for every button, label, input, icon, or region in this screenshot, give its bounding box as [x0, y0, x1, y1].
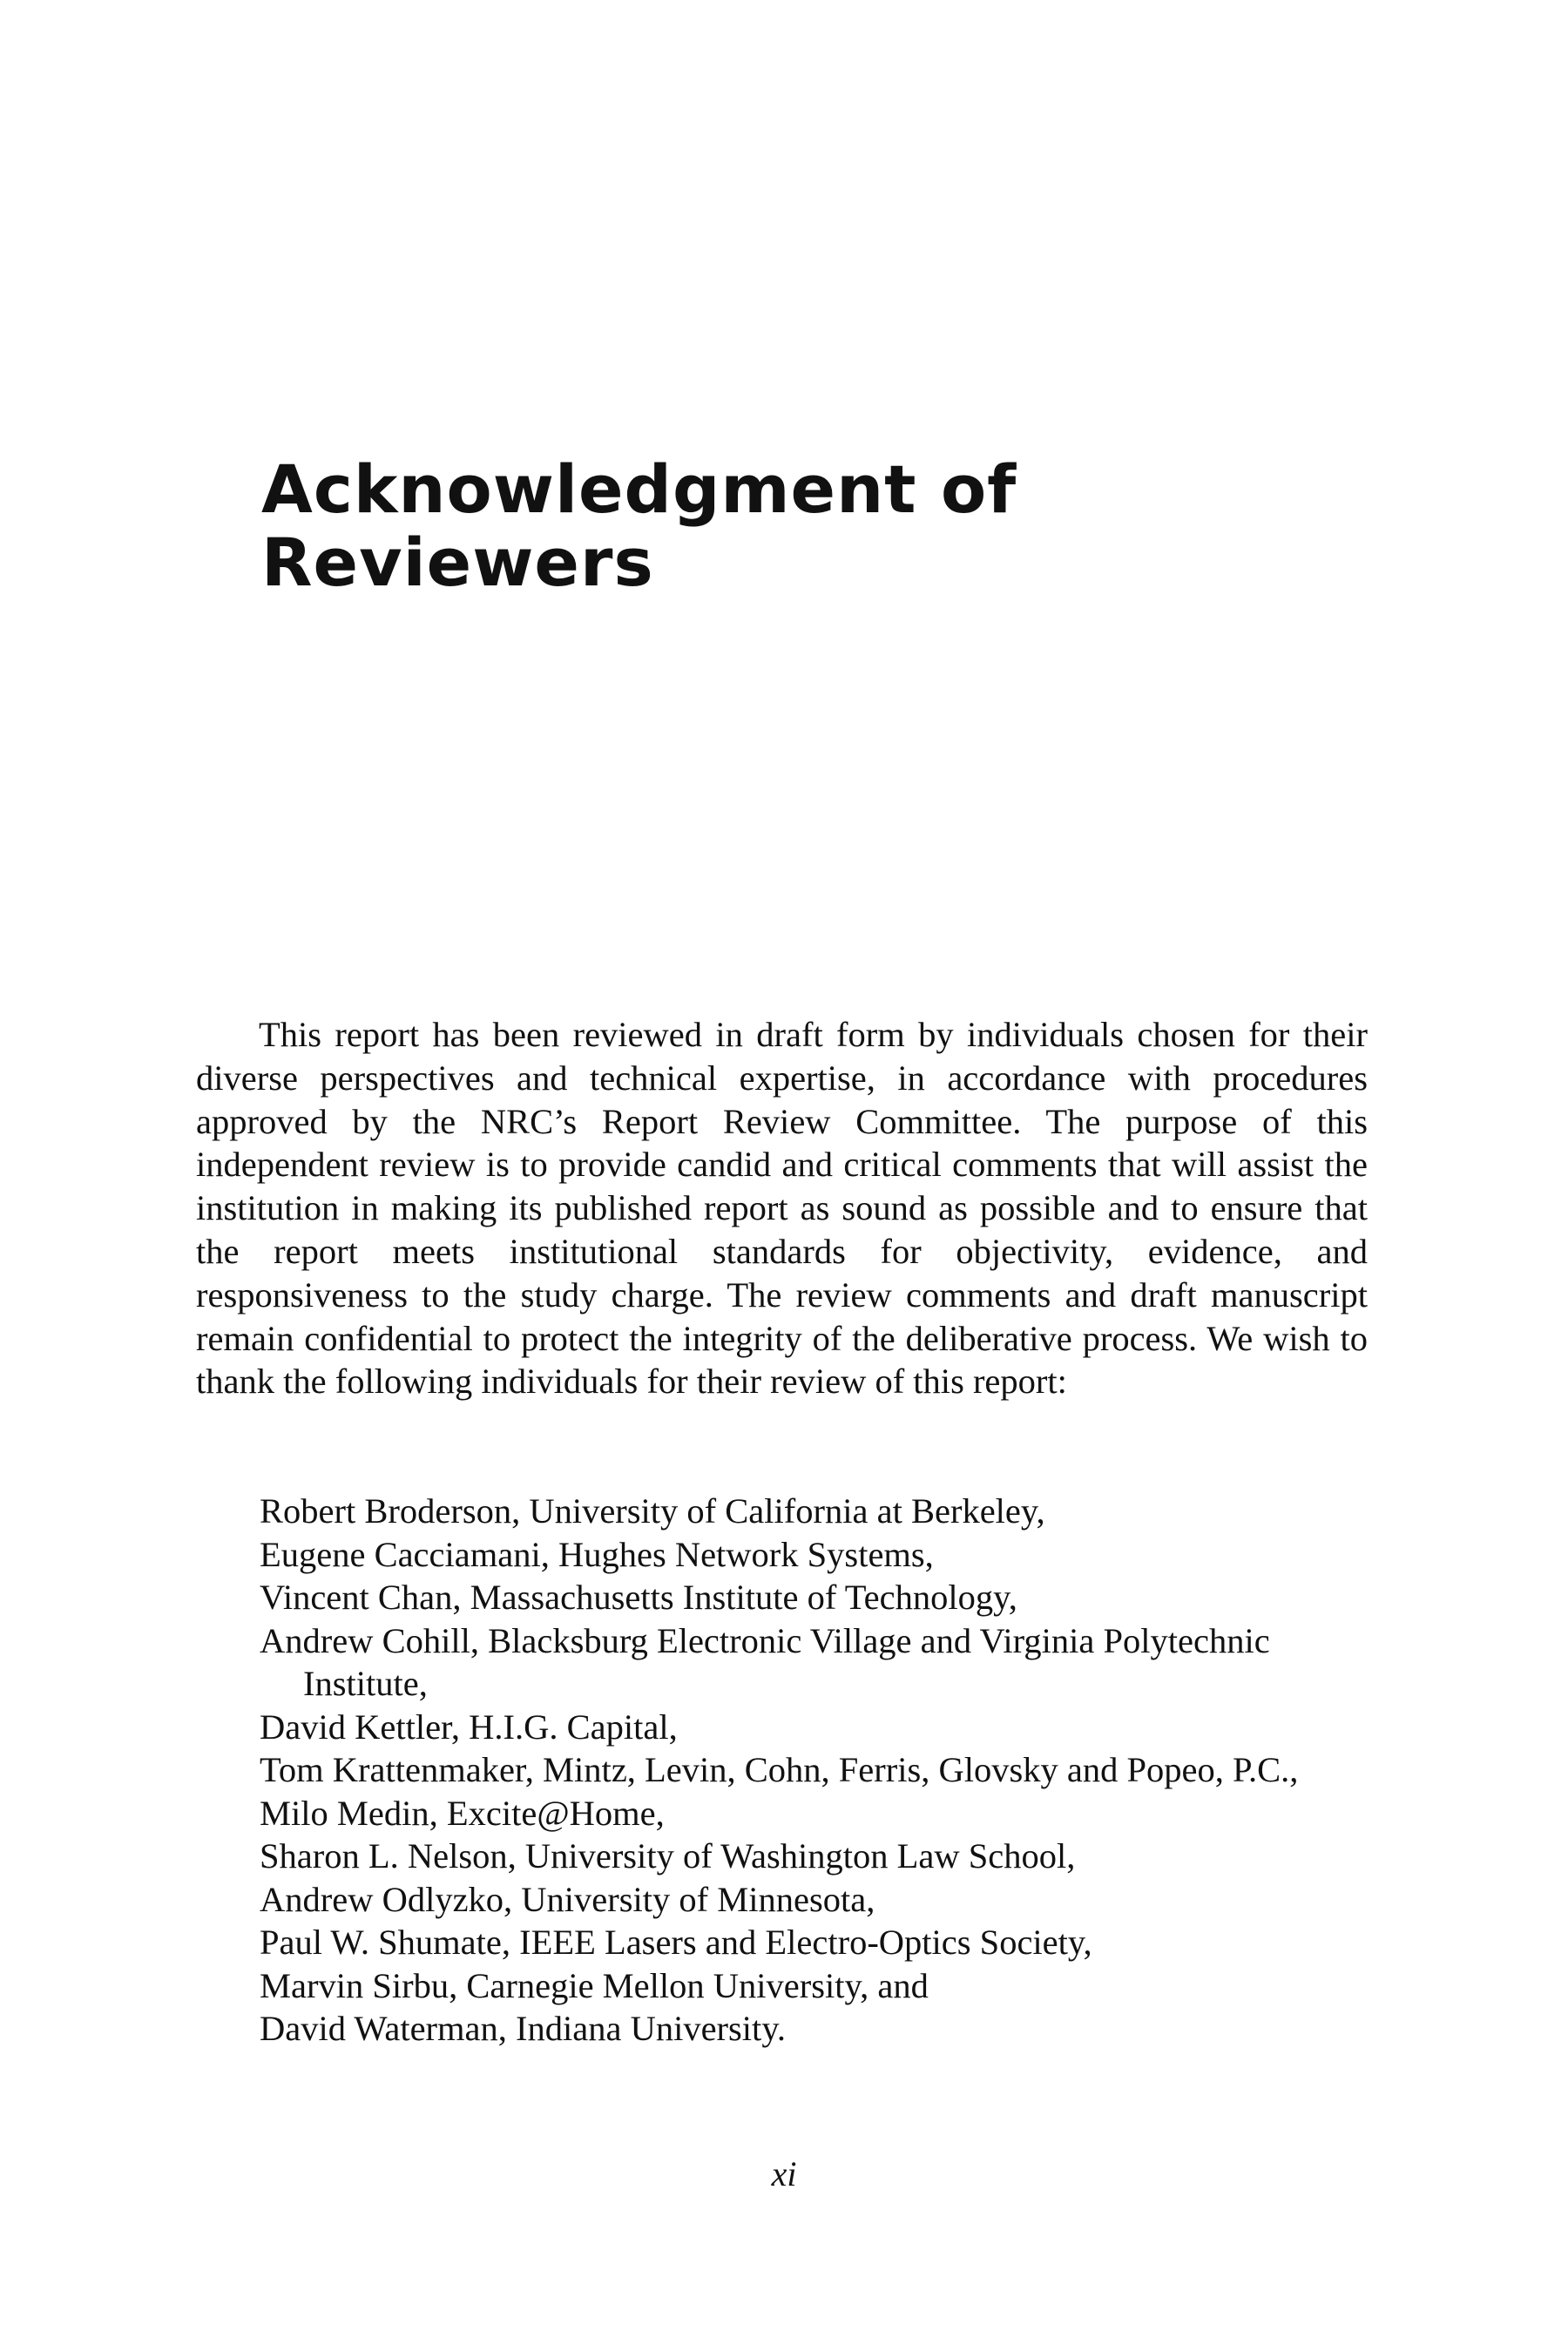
reviewer-list: [260, 1490, 1392, 2051]
reviewer-item: Milo Medin, Excite@Home,: [260, 1793, 665, 1833]
reviewer-item: Eugene Cacciamani, Hughes Network Systems,: [260, 1534, 934, 1574]
reviewer-item: Andrew Cohill, Blacksburg Electronic Village and Virginia Polytechnic Institute,: [260, 1620, 1270, 1703]
reviewer-item: Sharon L. Nelson, University of Washington Law School,: [260, 1836, 1076, 1876]
reviewer-item: Marvin Sirbu, Carnegie Mellon University, and: [260, 1965, 929, 2005]
page-number: xi: [771, 2154, 797, 2193]
reviewer-item: Vincent Chan, Massachusetts Institute of Technology,: [260, 1578, 1017, 1617]
reviewer-item: Andrew Odlyzko, University of Minnesota,: [260, 1879, 875, 1919]
reviewer-item: Tom Krattenmaker, Mintz, Levin, Cohn, Ferris, Glovsky and Popeo, P.C.,: [260, 1750, 1299, 1789]
page-title: Acknowledgment of Reviewers: [261, 450, 1017, 601]
reviewer-item: David Kettler, H.I.G. Capital,: [260, 1707, 678, 1747]
reviewer-item: Paul W. Shumate, IEEE Lasers and Electro-Optics Society,: [260, 1923, 1092, 1962]
intro-paragraph: This report has been reviewed in draft form by individuals chosen for their diverse perspectives and technical expertise, in accordance with procedures approved by the NRC’s Report Review Committee. The purpose of this independent review is to provide candid and critical comments that will assist the institution in making its published report as sound as possible and to ensure that the report meets institutional standards for objectivity, evidence, and responsiveness to the study charge. The review comments and draft manuscript remain confidential to protect the integrity of the deliberative process. We wish to thank the following individuals for their review of this report:: [196, 1015, 1368, 1402]
reviewer-item: Robert Broderson, University of California at Berkeley,: [260, 1491, 1045, 1531]
reviewer-item: David Waterman, Indiana University.: [260, 2009, 787, 2048]
